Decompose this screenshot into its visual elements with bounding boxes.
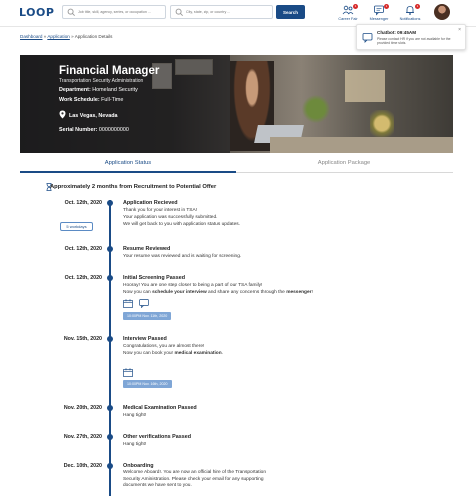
- department-value: Homeland Security: [92, 87, 138, 93]
- event-body: [123, 207, 323, 229]
- serial-label: Serial Number:: [59, 127, 98, 133]
- event-date: Nov. 27th, 2020: [63, 434, 102, 440]
- event-text: Now you can book your: [123, 351, 175, 357]
- schedule-label: Work Schedule:: [59, 97, 100, 103]
- tab-application-package[interactable]: Application Package: [317, 160, 371, 166]
- event-title: Medical Examination Passed: [123, 405, 197, 411]
- breadcrumb: [20, 34, 112, 39]
- calendar-icon[interactable]: [123, 299, 133, 308]
- medical-examination-link[interactable]: medical examination: [174, 351, 222, 357]
- job-serial: [59, 127, 129, 133]
- application-tabs: [20, 153, 453, 173]
- breadcrumb-current: Application Details: [74, 34, 113, 39]
- desk-decoration: [270, 137, 453, 153]
- job-search-input[interactable]: [78, 6, 160, 18]
- medical-exam-slot[interactable]: 10:00PM Nov. 16th, 2020: [123, 380, 172, 388]
- top-bar: [0, 0, 476, 27]
- event-text: !: [311, 290, 313, 296]
- event-date: Nov. 20th, 2020: [63, 405, 102, 411]
- event-line: Security Aministration. Please check your email for any supporting: [123, 476, 264, 482]
- location-value: Las Vegas, Nevada: [69, 113, 118, 119]
- event-date: Nov. 15th, 2020: [63, 336, 102, 342]
- job-location: [59, 110, 118, 119]
- calendar-icon[interactable]: [123, 368, 133, 377]
- location-search-input[interactable]: [186, 6, 267, 18]
- location-pin-icon: [59, 110, 66, 119]
- event-body: [123, 343, 323, 357]
- workdays-badge: 5 workdays: [60, 222, 93, 231]
- event-title: Interview Passed: [123, 336, 167, 342]
- close-icon[interactable]: ×: [458, 27, 461, 33]
- timeline-dot: [107, 275, 113, 281]
- messenger-label: Messenger: [369, 17, 389, 21]
- nav-notifications[interactable]: [396, 4, 424, 24]
- event-line: Congratulations, you are almost there!: [123, 344, 205, 349]
- event-line: Hang tight!: [123, 413, 147, 418]
- event-line: Thank you for your interest in TSA!: [123, 208, 198, 213]
- timeline-dot: [107, 463, 113, 469]
- event-text: and share any concerns through the: [206, 290, 287, 296]
- messenger-link[interactable]: messenger: [286, 290, 312, 296]
- event-line: [123, 289, 363, 296]
- event-line: Your resume was reviewed and is waiting for screening.: [123, 254, 242, 259]
- timeline-dot: [107, 405, 113, 411]
- event-date: Oct. 12th, 2020: [64, 275, 102, 281]
- tab-application-status[interactable]: Application Status: [20, 153, 236, 173]
- event-title: Application Recieved: [123, 200, 178, 206]
- job-search-field[interactable]: [62, 5, 166, 19]
- event-date: Dec. 10th, 2020: [63, 463, 102, 469]
- job-department: [59, 87, 138, 93]
- event-line: documents we have sent to you.: [123, 483, 192, 489]
- event-title: Initial Screening Passed: [123, 275, 186, 281]
- serial-value: 0000000000: [98, 127, 129, 133]
- location-search-field[interactable]: [170, 5, 273, 19]
- event-title: Other verifications Passed: [123, 434, 192, 440]
- search-icon: [67, 8, 76, 17]
- recruitment-summary: Approximately 2 months from Recruitment to Potential Offer: [50, 184, 217, 190]
- breadcrumb-dashboard-link[interactable]: Dashboard: [20, 34, 43, 39]
- chat-icon[interactable]: [139, 299, 149, 308]
- timeline-dot: [107, 336, 113, 342]
- event-date: Oct. 12th, 2020: [64, 200, 102, 206]
- event-date: Oct. 12th, 2020: [64, 246, 102, 252]
- event-text: Now you can: [123, 290, 153, 296]
- loop-logo[interactable]: LOOP: [19, 6, 55, 19]
- notifications-badge: 1: [416, 4, 419, 8]
- event-body: [123, 282, 363, 296]
- nav-career-fair[interactable]: [334, 4, 362, 24]
- event-title: Resume Reviewed: [123, 246, 171, 252]
- chatbot-icon: [362, 32, 373, 43]
- breadcrumb-separator: »: [69, 34, 75, 39]
- chatbot-message: Please contact HR if you are not available for the provided time slots.: [377, 37, 451, 46]
- schedule-interview-link[interactable]: schedule your interview: [152, 290, 207, 296]
- plant-decoration: [298, 95, 334, 123]
- messenger-badge: 1: [385, 4, 388, 8]
- event-line: Hang tight!: [123, 442, 147, 447]
- career-fair-label: Career Fair: [338, 17, 358, 21]
- user-avatar[interactable]: [434, 4, 450, 20]
- nav-messenger[interactable]: [365, 4, 393, 24]
- event-line: Hooray! You are one step closer to being a part of our TSA family!: [123, 283, 263, 288]
- event-body: [123, 253, 323, 260]
- event-line: Welcome Aboard!. You are now an official hire of the Transportation: [123, 470, 267, 475]
- notifications-label: Notifications: [399, 17, 421, 21]
- job-schedule: [59, 97, 123, 103]
- career-fair-badge: 1: [354, 4, 357, 8]
- chatbot-title: Chatbot: 09:45AM: [377, 30, 417, 35]
- job-agency: Transportation Security Administration: [59, 78, 144, 84]
- chatbot-notification[interactable]: [356, 24, 466, 50]
- breadcrumb-application-link[interactable]: Application: [47, 34, 70, 39]
- timeline-dot: [107, 434, 113, 440]
- department-label: Department:: [59, 87, 91, 93]
- timeline-dot: [107, 200, 113, 206]
- event-body: [123, 412, 323, 419]
- event-line: [123, 350, 323, 357]
- event-title: Onboarding: [123, 463, 154, 469]
- event-line: Your application was successfully submitted.: [123, 215, 218, 221]
- schedule-value: Full-Time: [101, 97, 124, 103]
- breadcrumb-separator: »: [42, 34, 48, 39]
- event-text: .: [221, 351, 223, 357]
- timeline-dot: [107, 246, 113, 252]
- job-title: Financial Manager: [59, 65, 160, 77]
- job-hero-banner: [20, 55, 453, 153]
- interview-slot[interactable]: 10:00PM Nov. 11th, 2020: [123, 312, 171, 320]
- search-button[interactable]: Search: [276, 5, 305, 19]
- timeline-line: [109, 200, 111, 496]
- search-icon: [175, 8, 184, 17]
- event-line: We will get back to you with application status updates.: [123, 222, 240, 228]
- event-body: [123, 470, 363, 490]
- window-light-decoration: [345, 70, 385, 102]
- event-body: [123, 441, 323, 448]
